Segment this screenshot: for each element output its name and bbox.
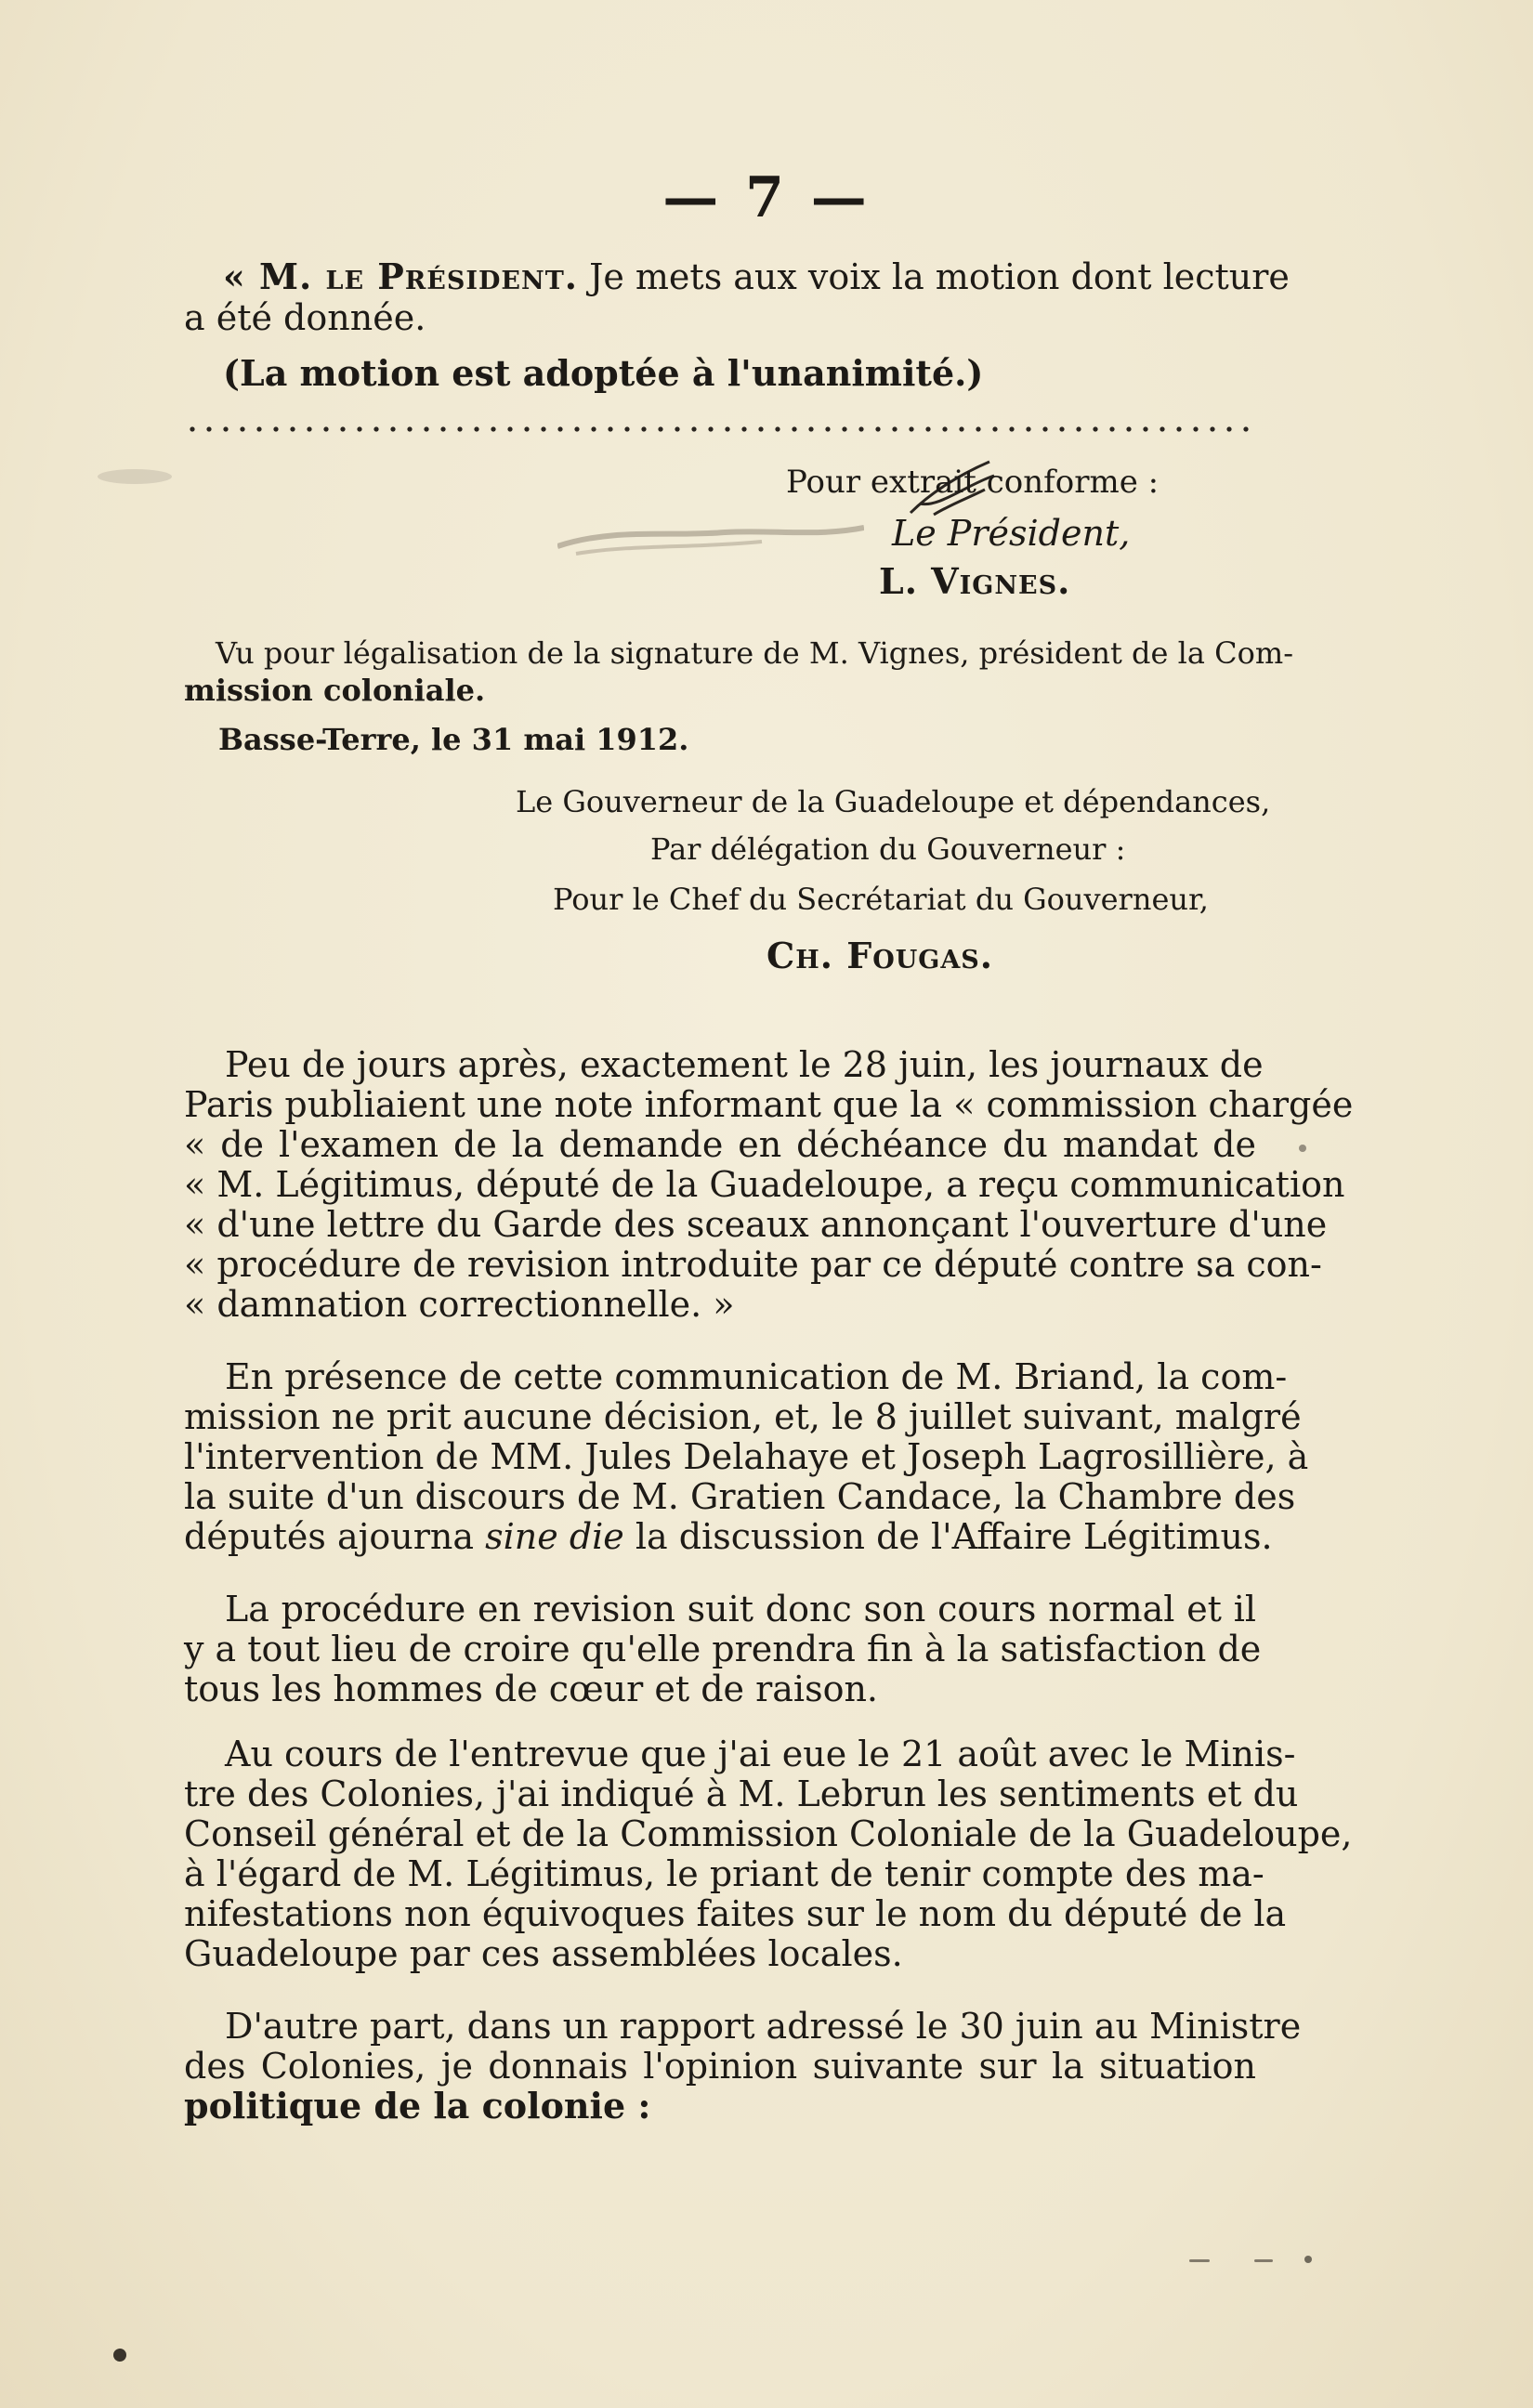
p2-line-last: députés ajourna sine die la discussion de l'Affaire Légitimus. xyxy=(184,1516,1273,1557)
p1-line: Peu de jours après, exactement le 28 juin, les journaux de xyxy=(225,1044,1264,1085)
motion-line-2: a été donnée. xyxy=(184,297,426,338)
p3-line: tous les hommes de cœur et de raison. xyxy=(184,1669,879,1709)
p4-line: Conseil général et de la Commission Coloniale de la Guadeloupe, xyxy=(184,1813,1353,1854)
extract-title: Le Président, xyxy=(892,513,1131,554)
p2-line: En présence de cette communication de M. Briand, la com- xyxy=(225,1356,1288,1397)
extract-name: L. Vignes. xyxy=(879,560,1071,602)
p4-line: Guadeloupe par ces assemblées locales. xyxy=(184,1933,903,1974)
p4-line: nifestations non équivoques faites sur le nom du député de la xyxy=(184,1893,1287,1934)
p1-line: « de l'examen de la demande en déchéance du mandat de xyxy=(184,1124,1256,1165)
legalisation-line-2: mission coloniale. xyxy=(184,673,486,708)
p2-line: la suite d'un discours de M. Gratien Candace, la Chambre des xyxy=(184,1476,1296,1517)
p2-line: l'intervention de MM. Jules Delahaye et Joseph Lagrosillière, à xyxy=(184,1436,1309,1477)
margin-smudge xyxy=(93,463,177,491)
governor-line-3: Pour le Chef du Secrétariat du Gouverneur, xyxy=(553,882,1209,917)
governor-line-1: Le Gouverneur de la Guadeloupe et dépendances, xyxy=(516,784,1271,819)
motion-adopted: (La motion est adoptée à l'unanimité.) xyxy=(223,352,984,394)
print-speck xyxy=(1254,2259,1273,2262)
p1-line: Paris publiaient une note informant que la « commission chargée xyxy=(184,1084,1354,1125)
print-speck xyxy=(113,2349,126,2362)
motion-text: Je mets aux voix la motion dont lecture xyxy=(578,256,1290,297)
print-speck xyxy=(1189,2259,1210,2262)
p5-line: des Colonies, je donnais l'opinion suivante sur la situation xyxy=(184,2046,1256,2087)
p2-line: mission ne prit aucune décision, et, le 8 juillet suivant, malgré xyxy=(184,1396,1302,1437)
page-number: — 7 — xyxy=(662,165,871,230)
print-speck xyxy=(1299,1145,1306,1152)
dotted-separator xyxy=(184,425,1252,433)
p1-line: « procédure de revision introduite par ce député contre sa con- xyxy=(184,1244,1322,1285)
governor-name: Ch. Fougas. xyxy=(766,935,993,976)
governor-line-2: Par délégation du Gouverneur : xyxy=(650,831,1126,867)
print-speck xyxy=(1304,2256,1312,2263)
stamp-smudge xyxy=(557,509,864,565)
p1-line: « d'une lettre du Garde des sceaux annonçant l'ouverture d'une xyxy=(184,1204,1328,1245)
speaker-label: « M. le Président. xyxy=(223,255,579,297)
p3-line: La procédure en revision suit donc son cours normal et il xyxy=(225,1589,1256,1629)
p5-line: D'autre part, dans un rapport adressé le 30 juin au Ministre xyxy=(225,2006,1302,2047)
extract-conform: Pour extrait conforme : xyxy=(786,464,1160,501)
p4-line: à l'égard de M. Légitimus, le priant de tenir compte des ma- xyxy=(184,1853,1264,1894)
p1-line: « M. Légitimus, député de la Guadeloupe, a reçu communication xyxy=(184,1164,1345,1205)
p5-line: politique de la colonie : xyxy=(184,2085,651,2127)
legalisation-line-1: Vu pour légalisation de la signature de M. Vignes, président de la Com- xyxy=(216,635,1293,671)
p4-line: tre des Colonies, j'ai indiqué à M. Lebrun les sentiments et du xyxy=(184,1773,1299,1814)
p3-line: y a tout lieu de croire qu'elle prendra fin à la satisfaction de xyxy=(184,1629,1262,1669)
p1-line: « damnation correctionnelle. » xyxy=(184,1284,735,1325)
latin-phrase: sine die xyxy=(485,1516,624,1557)
legalisation-place-date: Basse-Terre, le 31 mai 1912. xyxy=(218,722,689,757)
p4-line: Au cours de l'entrevue que j'ai eue le 21 août avec le Minis- xyxy=(225,1734,1296,1774)
motion-line-1 xyxy=(223,255,1290,297)
